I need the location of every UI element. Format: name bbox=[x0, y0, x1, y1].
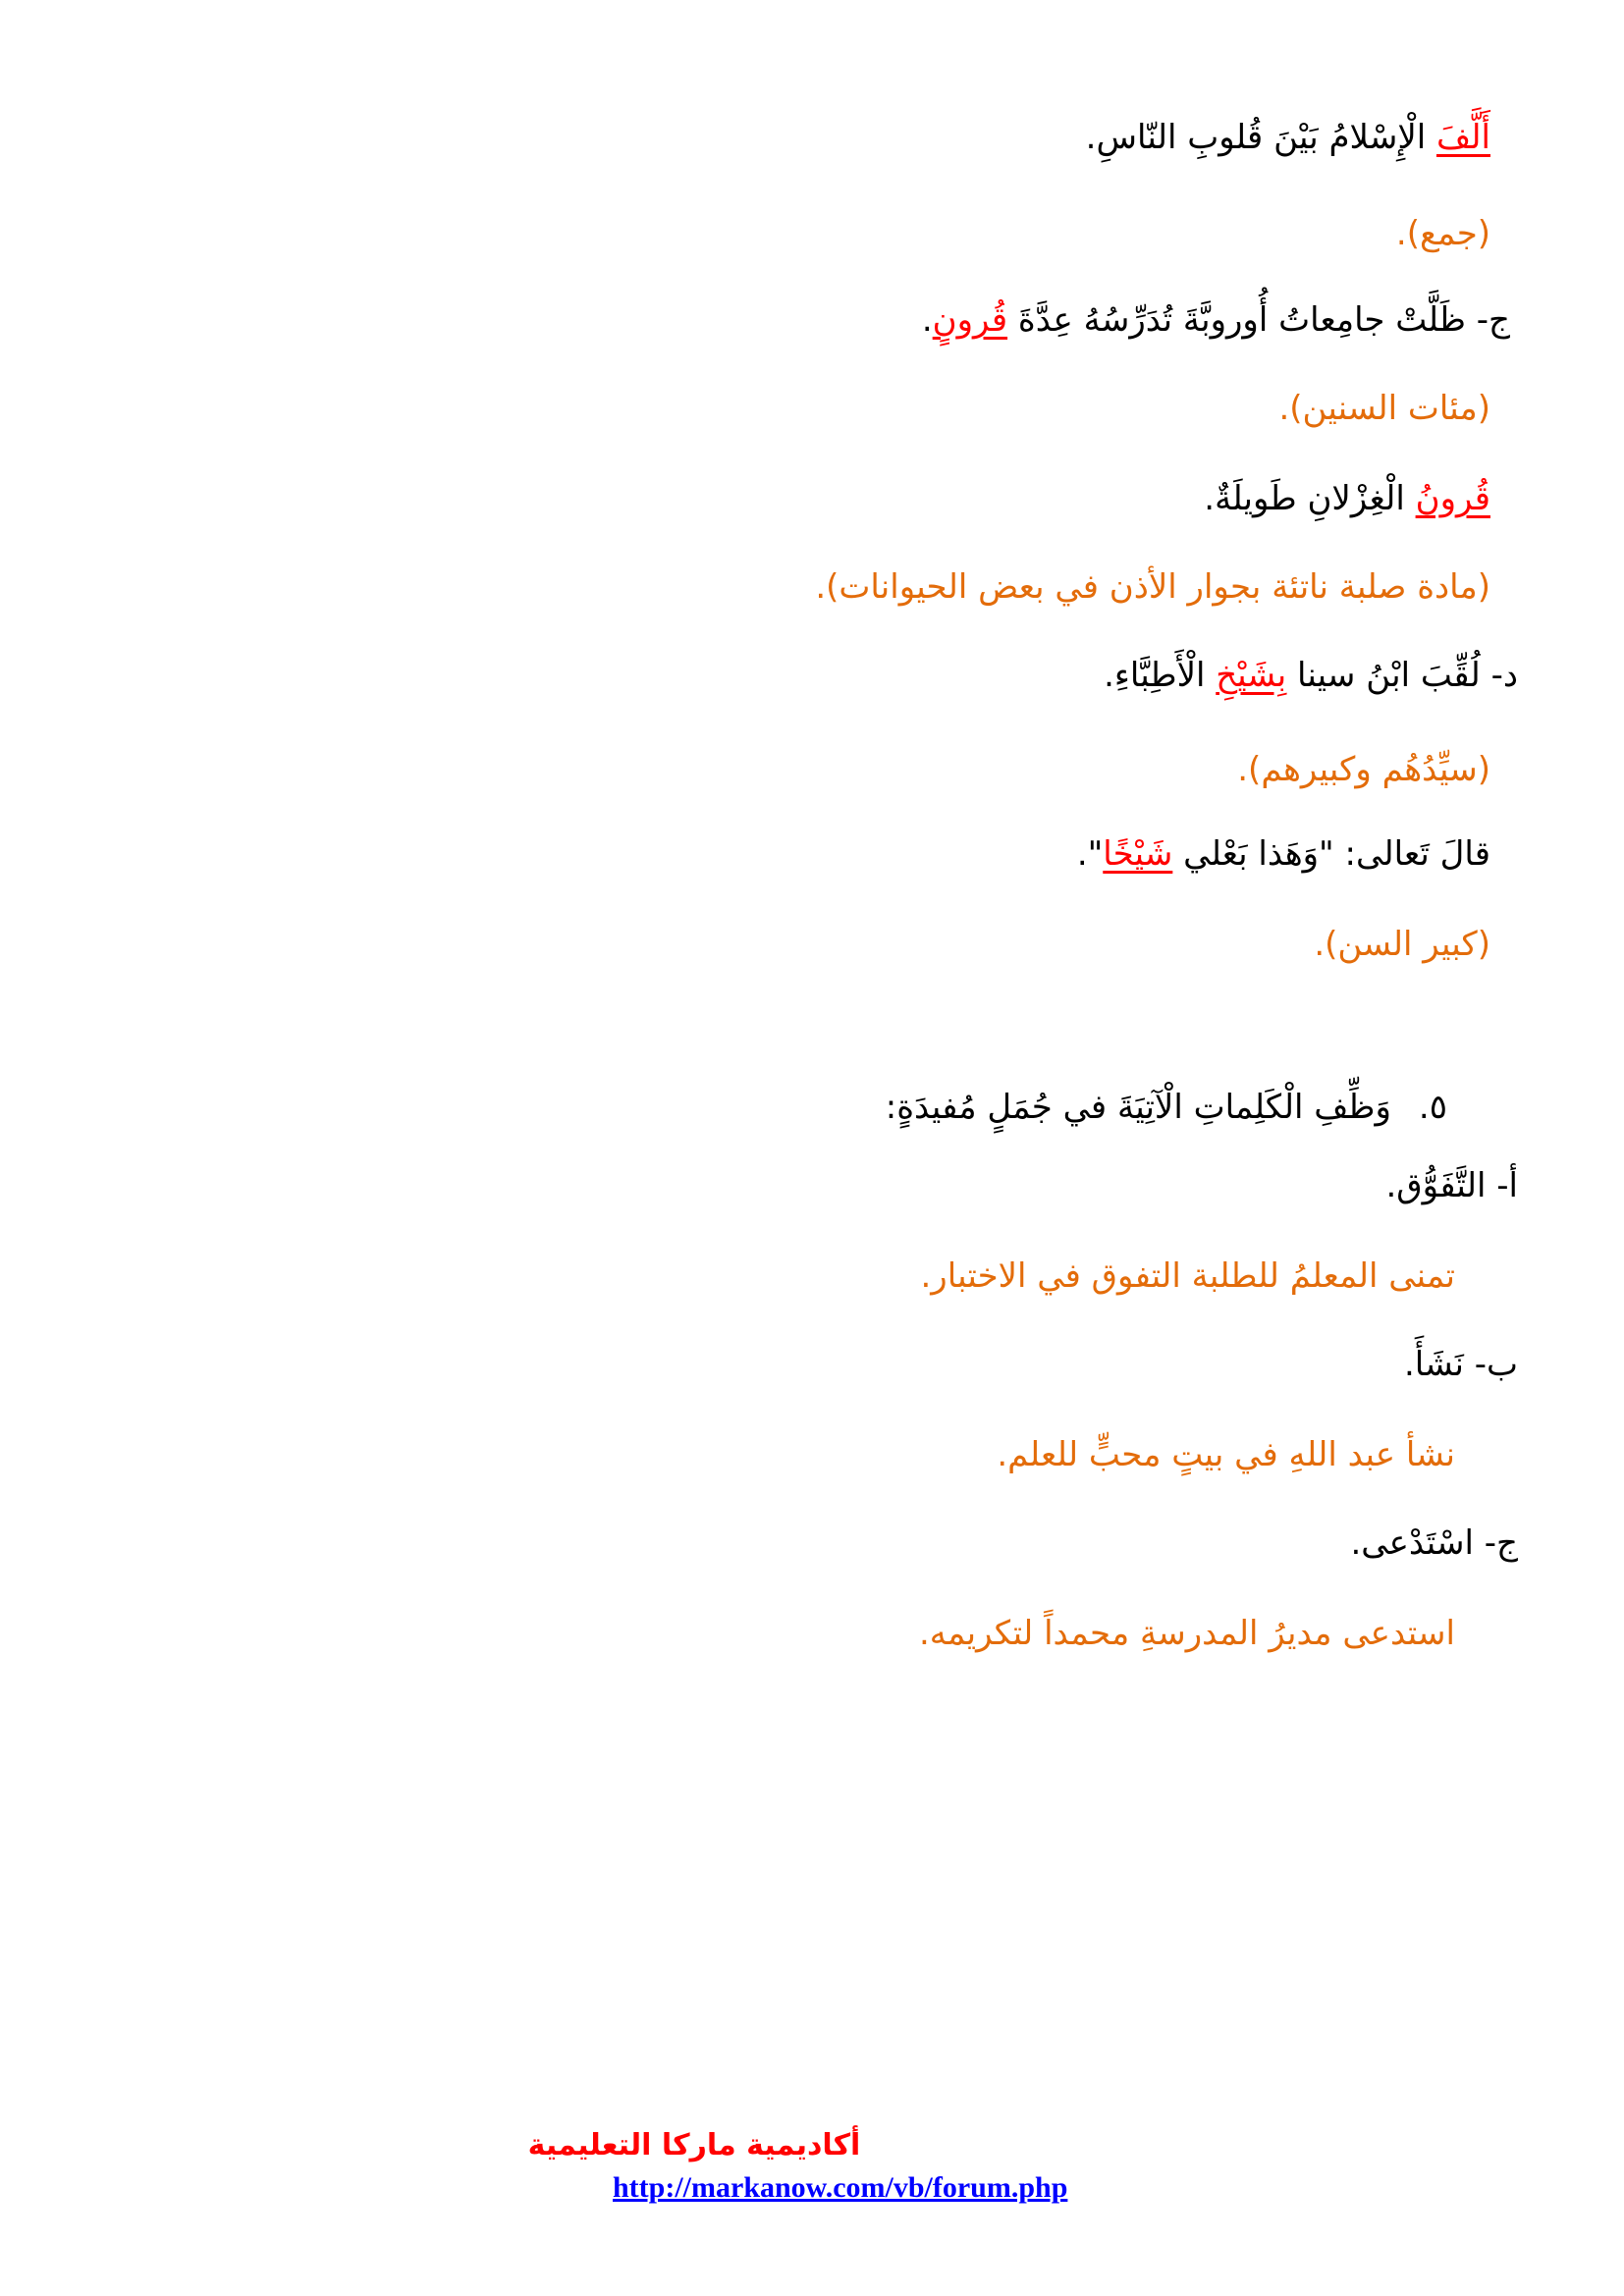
item-b-label: ب- نَشَأَ. bbox=[1403, 1345, 1518, 1384]
sentence-c-prefix: ج- bbox=[1465, 300, 1510, 340]
sentence-c bbox=[922, 296, 1510, 344]
footer-link[interactable]: http://markanow.com/vb/forum.php bbox=[613, 2171, 1068, 2204]
meaning-d2: (كبير السن). bbox=[1314, 925, 1490, 964]
sentence-d2 bbox=[1077, 830, 1490, 878]
sentence-d-rest: الْأَطِبَّاءِ. bbox=[1104, 656, 1217, 695]
meaning-b2: (جمع). bbox=[1395, 214, 1490, 253]
sentence-d-prefix: د- bbox=[1480, 656, 1518, 695]
question-5-instruction: وَظِّفِ الْكَلِماتِ الْآتِيَةَ في جُمَلٍ مُفيدَةٍ: bbox=[885, 1088, 1391, 1127]
keyword-bishaykh: بِشَيْخِ bbox=[1216, 656, 1287, 695]
meaning-c: (مئات السنين). bbox=[1278, 389, 1490, 428]
sentence-b2 bbox=[1086, 114, 1490, 161]
question-5-number: ٥. bbox=[1418, 1088, 1447, 1127]
keyword-allafa: أَلَّفَ bbox=[1435, 118, 1490, 157]
keyword-quroon: قُرونٍ bbox=[932, 300, 1008, 340]
keyword-qurounu: قُرونُ bbox=[1415, 479, 1490, 518]
meaning-c2: (مادة صلبة ناتئة بجوار الأذن في بعض الحيوانات). bbox=[815, 567, 1490, 607]
sentence-c2 bbox=[1204, 475, 1490, 522]
meaning-d: (سيِّدُهُم وكبيرهم). bbox=[1237, 750, 1490, 789]
item-b-sentence: نشأ عبد اللهِ في بيتٍ محبٍّ للعلم. bbox=[997, 1435, 1455, 1474]
sentence-b2-text: الْإِسْلامُ بَيْنَ قُلوبِ النّاسِ. bbox=[1085, 118, 1436, 157]
item-c-label: ج- اسْتَدْعى. bbox=[1350, 1523, 1518, 1563]
keyword-shaykhan: شَيْخًا bbox=[1103, 834, 1173, 874]
footer-title: أكاديمية ماركا التعليمية bbox=[527, 2128, 861, 2163]
item-c-sentence: استدعى مديرُ المدرسةِ محمداً لتكريمه. bbox=[918, 1614, 1455, 1653]
sentence-c2-text: الْغِزْلانِ طَويلَةٌ. bbox=[1204, 479, 1416, 518]
sentence-d-text: لُقِّبَ ابْنُ سينا bbox=[1286, 656, 1481, 695]
sentence-d bbox=[1104, 652, 1518, 699]
sentence-c-text: ظَلَّتْ جامِعاتُ أُوروبَّةَ تُدَرِّسُهُ عِدَّةَ bbox=[1007, 300, 1466, 340]
item-a-sentence: تمنى المعلمُ للطلبة التفوق في الاختبار. bbox=[920, 1256, 1455, 1296]
sentence-d2-end: ". bbox=[1076, 834, 1104, 874]
sentence-d2-text: قالَ تَعالى: "وَهَذا بَعْلي bbox=[1172, 834, 1490, 874]
item-a-label: أ- التَّفَوُّق. bbox=[1385, 1166, 1518, 1205]
question-5 bbox=[886, 1084, 1447, 1131]
sentence-c-end: . bbox=[921, 300, 933, 340]
